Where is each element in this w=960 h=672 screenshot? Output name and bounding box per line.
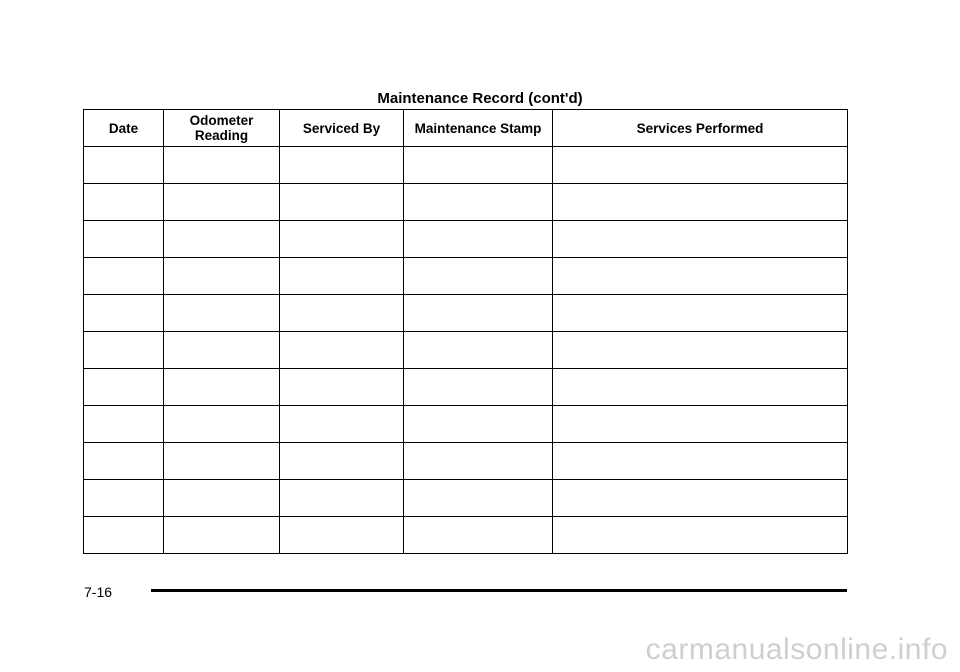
services-performed-cell (553, 184, 848, 221)
table-row (84, 443, 848, 480)
odometer-reading-cell (164, 406, 280, 443)
date-cell (84, 147, 164, 184)
serviced-by-cell (280, 480, 404, 517)
column-header-date: Date (84, 110, 164, 147)
maintenance-stamp-cell (404, 443, 553, 480)
services-performed-cell (553, 332, 848, 369)
odometer-reading-cell (164, 517, 280, 554)
odometer-reading-cell (164, 369, 280, 406)
services-performed-cell (553, 443, 848, 480)
serviced-by-cell (280, 369, 404, 406)
table-header-row (84, 110, 848, 147)
serviced-by-cell (280, 147, 404, 184)
maintenance-stamp-cell (404, 332, 553, 369)
table-row (84, 369, 848, 406)
serviced-by-cell (280, 295, 404, 332)
services-performed-cell (553, 258, 848, 295)
watermark-logo: carmanualsonline.info (645, 633, 948, 666)
date-cell (84, 184, 164, 221)
services-performed-cell (553, 147, 848, 184)
table-row (84, 332, 848, 369)
odometer-header-text: Odometer Reading (189, 113, 254, 143)
serviced-by-cell (280, 221, 404, 258)
maintenance-stamp-cell (404, 295, 553, 332)
table-row (84, 517, 848, 554)
table-row (84, 295, 848, 332)
table-row (84, 184, 848, 221)
date-cell (84, 517, 164, 554)
column-header-odometer-reading (164, 110, 280, 147)
odometer-reading-cell (164, 443, 280, 480)
serviced-by-cell (280, 258, 404, 295)
maintenance-stamp-cell (404, 369, 553, 406)
date-cell (84, 369, 164, 406)
footer-rule (151, 589, 847, 592)
odometer-reading-cell (164, 147, 280, 184)
services-performed-cell (553, 480, 848, 517)
page-title: Maintenance Record (cont'd) (377, 90, 583, 107)
maintenance-stamp-cell (404, 147, 553, 184)
maintenance-stamp-cell (404, 184, 553, 221)
date-cell (84, 295, 164, 332)
services-performed-cell (553, 221, 848, 258)
table-row (84, 406, 848, 443)
odometer-reading-cell (164, 258, 280, 295)
date-cell (84, 443, 164, 480)
date-cell (84, 332, 164, 369)
table-row (84, 147, 848, 184)
maintenance-stamp-cell (404, 406, 553, 443)
table-row (84, 221, 848, 258)
maintenance-stamp-cell (404, 221, 553, 258)
maintenance-stamp-cell (404, 480, 553, 517)
table-row (84, 480, 848, 517)
serviced-by-cell (280, 406, 404, 443)
services-performed-cell (553, 295, 848, 332)
column-header-maintenance-stamp: Maintenance Stamp (404, 110, 553, 147)
table-body (84, 147, 848, 554)
serviced-by-cell (280, 443, 404, 480)
page-number: 7-16 (84, 584, 113, 600)
column-header-services-performed: Services Performed (553, 110, 848, 147)
odometer-reading-cell (164, 221, 280, 258)
services-performed-cell (553, 406, 848, 443)
date-cell (84, 221, 164, 258)
services-performed-cell (553, 369, 848, 406)
serviced-by-cell (280, 332, 404, 369)
date-cell (84, 406, 164, 443)
date-cell (84, 480, 164, 517)
services-performed-cell (553, 517, 848, 554)
column-header-serviced-by: Serviced By (280, 110, 404, 147)
serviced-by-cell (280, 517, 404, 554)
maintenance-stamp-cell (404, 258, 553, 295)
maintenance-record-table (83, 109, 848, 554)
odometer-reading-cell (164, 295, 280, 332)
date-cell (84, 258, 164, 295)
maintenance-stamp-cell (404, 517, 553, 554)
table-row (84, 258, 848, 295)
odometer-reading-cell (164, 480, 280, 517)
odometer-reading-cell (164, 332, 280, 369)
odometer-reading-cell (164, 184, 280, 221)
serviced-by-cell (280, 184, 404, 221)
